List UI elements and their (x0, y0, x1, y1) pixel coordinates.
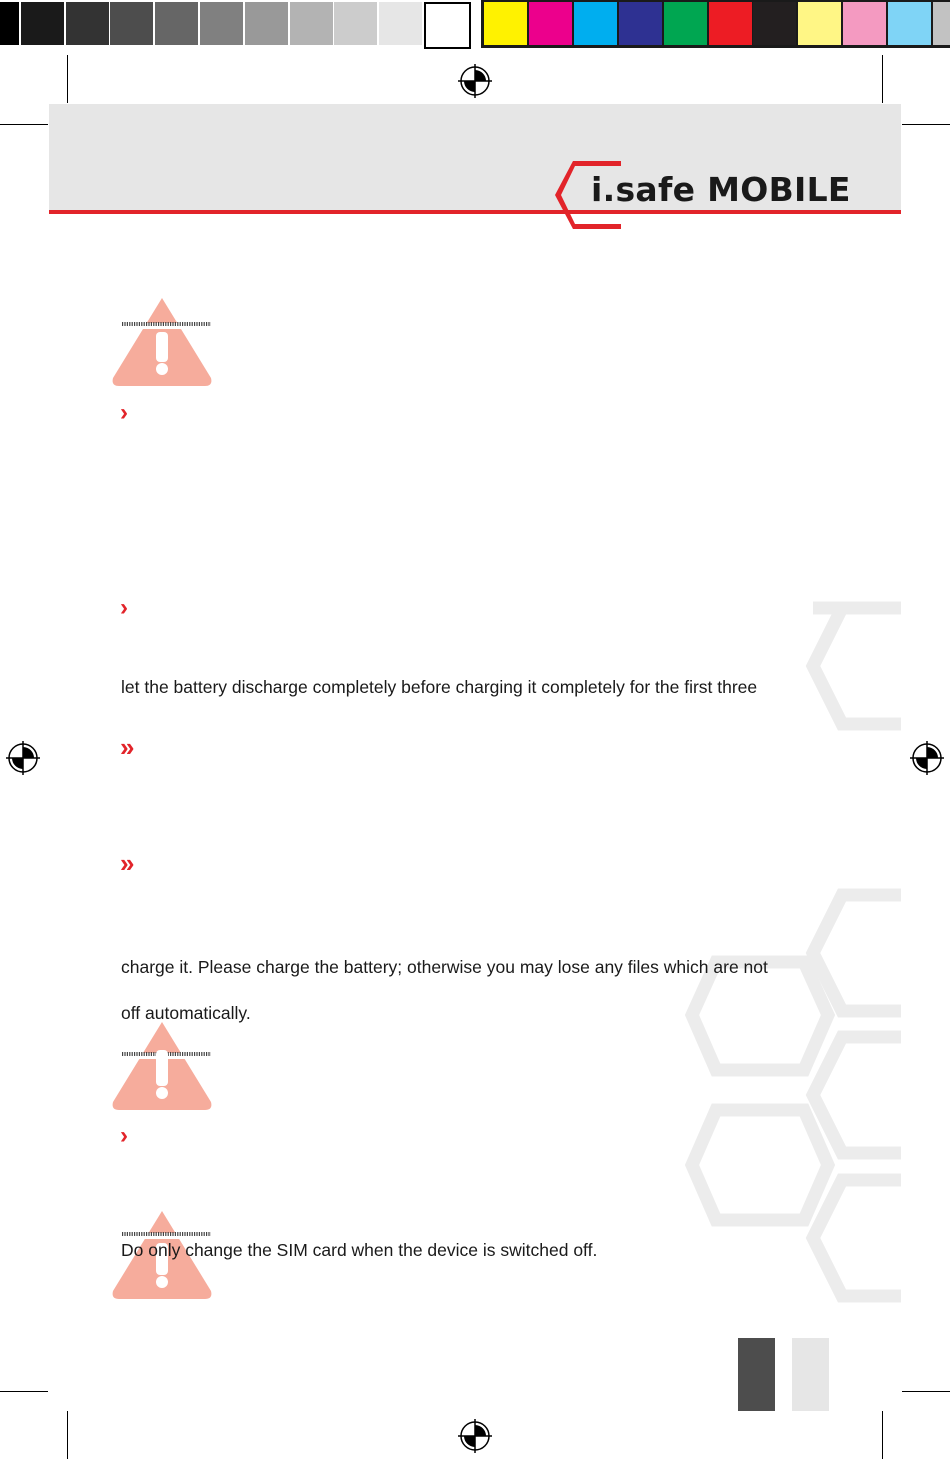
warning-icon (111, 1020, 213, 1112)
color-calibration-bar (0, 0, 950, 50)
registration-mark-icon (910, 741, 944, 775)
gray-swatch (245, 2, 288, 45)
crop-mark (882, 1411, 883, 1459)
gray-swatch (0, 2, 19, 45)
registration-mark-icon (458, 64, 492, 98)
battery-charge-text-line-2: off automatically. (121, 1003, 251, 1023)
crop-mark (902, 1391, 950, 1392)
battery-discharge-text: let the battery discharge completely before charging it completely for the first three (121, 677, 758, 697)
brand-logo-text: i.safe MOBILE (591, 170, 851, 209)
crop-mark (882, 55, 883, 103)
decorative-hexagons (680, 590, 901, 1310)
color-swatch (843, 2, 886, 45)
gray-swatch (21, 2, 64, 45)
bullet-chevron-icon: › (120, 399, 128, 426)
color-swatch (709, 2, 752, 45)
registration-mark-icon (458, 1419, 492, 1453)
registration-mark-icon (6, 741, 40, 775)
bullet-chevron-icon: › (120, 594, 128, 621)
color-swatch (933, 2, 950, 45)
color-swatch (574, 2, 617, 45)
crop-mark (0, 124, 48, 125)
crop-mark (902, 124, 950, 125)
crop-mark (0, 1391, 48, 1392)
gray-swatch (334, 2, 377, 45)
gray-swatch (66, 2, 109, 45)
warning-icon (111, 296, 213, 388)
color-swatch (888, 2, 931, 45)
color-swatch (753, 2, 796, 45)
color-swatch (664, 2, 707, 45)
gray-swatch (110, 2, 153, 45)
gray-swatch (424, 2, 471, 49)
bullet-chevron-icon: › (120, 1122, 128, 1149)
color-swatch (619, 2, 662, 45)
gray-swatch (379, 2, 422, 45)
color-swatch (529, 2, 572, 45)
color-swatch (798, 2, 841, 45)
battery-charge-text-line-1: charge it. Please charge the battery; otherwise you may lose any files which are not (121, 957, 768, 977)
gray-swatch (200, 2, 243, 45)
bullet-double-chevron-icon: » (120, 848, 135, 878)
page-tab-light (792, 1338, 829, 1411)
crop-mark (67, 1411, 68, 1459)
sim-card-note: Do only change the SIM card when the device is switched off. (121, 1240, 598, 1260)
crop-mark (67, 55, 68, 103)
gray-swatch (290, 2, 333, 45)
bullet-double-chevron-icon: » (120, 732, 135, 762)
page-tab-dark (738, 1338, 775, 1411)
color-swatch (484, 2, 527, 45)
gray-swatch (155, 2, 198, 45)
